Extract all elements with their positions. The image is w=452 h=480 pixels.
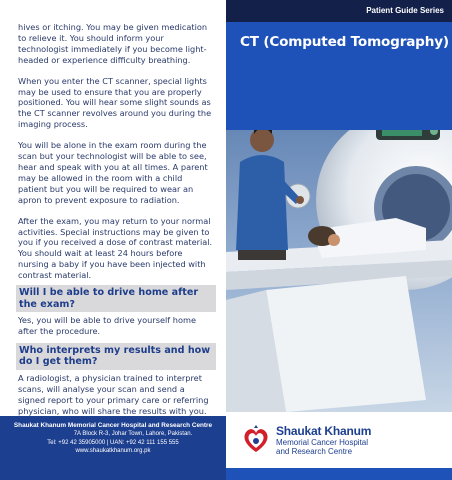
paragraph-alone: You will be alone in the exam room during the scan but your technologist will be able to see, hear and speak with you at all times. A parent may be allowed in the room with a child patient but you will be required to wear an apron to prevent exposure to radiation. bbox=[18, 140, 208, 205]
paragraph-scanner: When you enter the CT scanner, special lights may be used to ensure that you are properly positioned. You will hear some slight sounds as the CT scanner revolves around you during the imaging process. bbox=[18, 75, 212, 130]
footer-phone: Tel: +92 42 35905000 | UAN: +92 42 111 155 555 bbox=[47, 439, 179, 446]
series-bar bbox=[226, 0, 452, 22]
paragraph-after-exam: After the exam, you may return to your normal activities. Special instructions may be given to you if you received a dose of contrast material. You should wait at least 24 hours before nursing a baby if you have been injected with contrast material. bbox=[18, 215, 213, 281]
ct-scanner-photo bbox=[226, 100, 452, 412]
paragraph-contrast-reaction: hives or itching. You may be given medication to relieve it. You should inform your technologist immediately if you become light-headed or experience difficulty breathing. bbox=[18, 22, 208, 65]
bottom-stripe bbox=[226, 468, 452, 480]
logo-line-1: Memorial Cancer Hospital bbox=[276, 438, 369, 447]
answer-results: A radiologist, a physician trained to interpret scans, will analyse your scan and send a signed report to your primary care or referring physician, who will share the results with you. bbox=[18, 372, 209, 416]
footer-website: www.shaukatkhanum.org.pk bbox=[75, 448, 151, 455]
question-drive-home: Will I be able to drive home after the exam? bbox=[16, 285, 216, 312]
logo-name: Shaukat Khanum bbox=[276, 424, 372, 438]
brochure-title: CT (Computed Tomography) bbox=[240, 34, 449, 50]
footer-address: 7A Block R-3, Johar Town, Lahore, Pakistan. bbox=[73, 431, 193, 438]
contact-footer bbox=[0, 416, 226, 480]
right-panel bbox=[226, 0, 452, 480]
answer-drive-home: Yes, you will be able to drive yourself home after the procedure. bbox=[18, 315, 196, 336]
logo-subtitle bbox=[276, 438, 368, 456]
title-band bbox=[226, 22, 452, 130]
footer-org: Shaukat Khanum Memorial Cancer Hospital and Research Centre bbox=[13, 422, 213, 429]
logo-line-2: and Research Centre bbox=[276, 447, 353, 456]
hospital-logo-icon bbox=[240, 424, 272, 456]
body-text bbox=[18, 22, 214, 426]
series-label: Patient Guide Series bbox=[366, 6, 444, 15]
question-results: Who interprets my results and how do I get them? bbox=[16, 343, 216, 370]
